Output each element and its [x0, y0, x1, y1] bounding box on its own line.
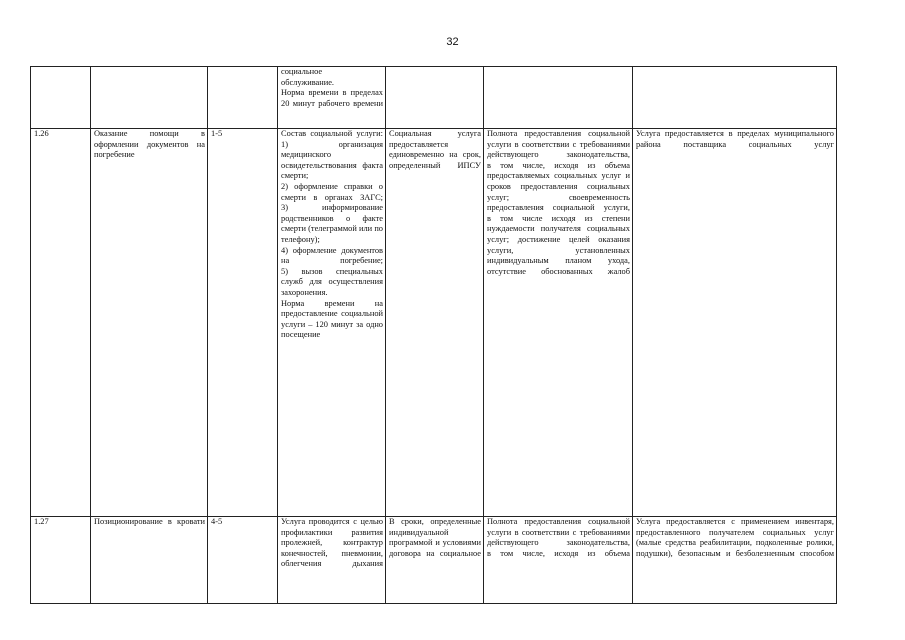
- cell-service-name: Позиционирование в кровати: [91, 517, 208, 604]
- cell-notes: Услуга предоставляется в пределах муниципального района поставщика социальных услуг: [633, 129, 837, 517]
- cell-id: 1.27: [31, 517, 91, 604]
- table-row: [31, 129, 837, 517]
- cell-composition: социальное обслуживание. Норма времени в пределах 20 минут рабочего времени: [278, 67, 386, 129]
- cell-range: 1-5: [208, 129, 278, 517]
- cell-service-name: Оказание помощи в оформлении документов на погребение: [91, 129, 208, 517]
- cell-indicators: Полнота предоставления социальной услуги в соответствии с требованиями действующего законодательства, в том числе, исходя из объема предоставляемых социальных услуг и сроков предоставления социальных услуг; своевременность предоставления социальной услуги, в том числе исходя из степени нуждаемости получателя социальных услуг; достижение целей оказания услуги, установленных индивидуальным планом ухода, отсутствие обоснованных жалоб: [484, 129, 633, 517]
- cell-notes: Услуга предоставляется с применением инвентаря, предоставленного получателем социальных услуг (малые средства реабилитации, подколенные ролики, подушки), безопасным и безболезненным способом: [633, 517, 837, 604]
- cell-id: 1.26: [31, 129, 91, 517]
- cell-range: 4-5: [208, 517, 278, 604]
- cell-indicators: [484, 67, 633, 129]
- cell-conditions: [386, 67, 484, 129]
- cell-conditions: Социальная услуга предоставляется единовременно на срок, определенный ИПСУ: [386, 129, 484, 517]
- services-table: [30, 66, 837, 604]
- cell-conditions: В сроки, определенные индивидуальной программой и условиями договора на социальное: [386, 517, 484, 604]
- cell-range: [208, 67, 278, 129]
- cell-id: [31, 67, 91, 129]
- cell-composition: Услуга проводится с целью профилактики развития пролежней, контрактур конечностей, пневмонии, облегчения дыхания: [278, 517, 386, 604]
- table-row: [31, 67, 837, 129]
- table-row: [31, 517, 837, 604]
- cell-notes: [633, 67, 837, 129]
- cell-composition: Состав социальной услуги: 1) организация медицинского освидетельствования факта смерти; 2) оформление справки о смерти в органах ЗАГС; 3) информирование родственников о факте смерти (телеграммой или по телефону); 4) оформление документов на погребение; 5) вызов специальных служб для осуществления захоронения. Норма времени на предоставление социальной услуги – 120 минут за одно посещение: [278, 129, 386, 517]
- cell-indicators: Полнота предоставления социальной услуги в соответствии с требованиями действующего законодательства, в том числе, исходя из объема: [484, 517, 633, 604]
- cell-service-name: [91, 67, 208, 129]
- page-number: 32: [446, 36, 459, 48]
